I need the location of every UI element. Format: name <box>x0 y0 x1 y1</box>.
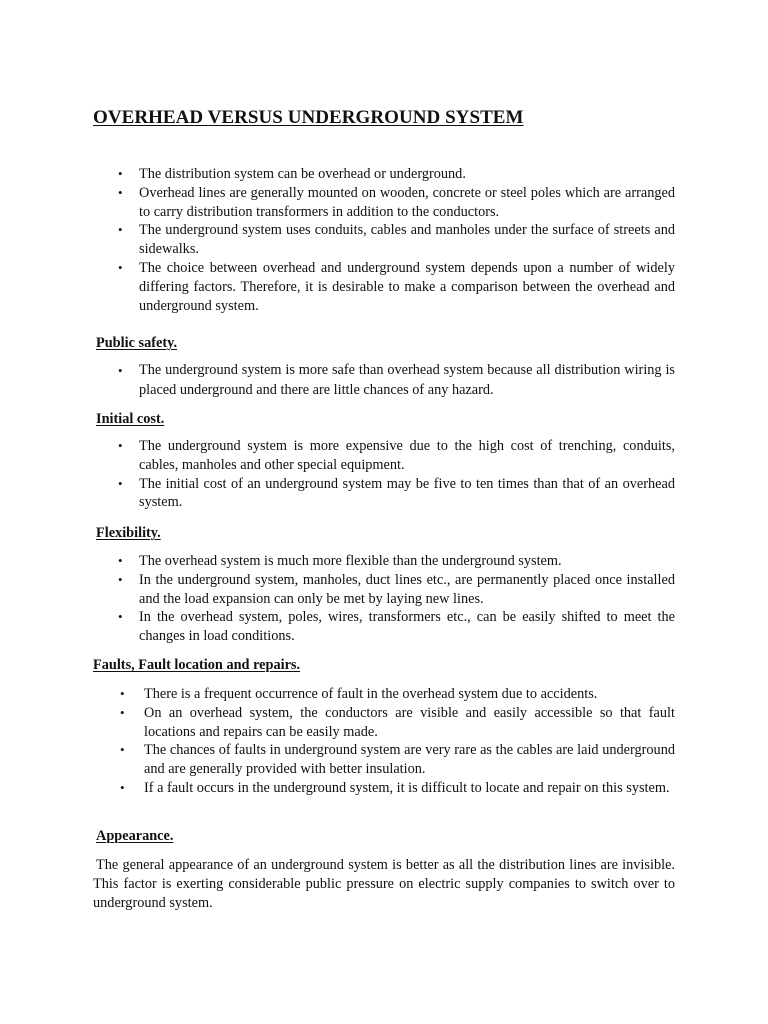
bullet-icon: • <box>118 475 123 491</box>
bullet-icon: • <box>118 184 123 200</box>
list-item: • Overhead lines are generally mounted on wooden, concrete or steel poles which are arranged to carry distribution transformers in addition to the conductors. <box>118 184 675 220</box>
section-heading-appearance: Appearance. <box>96 828 174 844</box>
list-item: • The choice between overhead and underground system depends upon a number of widely differing factors. Therefore, it is desirable to make a comparison between the overhead and underground system. <box>118 259 675 314</box>
list-item: • The underground system is more expensive due to the high cost of trenching, conduits, cables, manholes and other special equipment. <box>118 438 675 473</box>
list-item: • The overhead system is much more flexible than the underground system. <box>118 553 562 569</box>
bullet-icon: • <box>118 166 123 181</box>
list-item: • The underground system is more safe than overhead system because all distribution wiring is placed underground and there are little chances of any hazard. <box>118 362 675 398</box>
bullet-icon: • <box>118 259 123 275</box>
list-item: • On an overhead system, the conductors are visible and easily accessible so that fault locations and repairs can be easily made. <box>120 704 675 740</box>
appearance-paragraph: The general appearance of an underground system is better as all the distribution lines are invisible. This factor is exerting considerable public pressure on electric supply companies to switch over to underground system. <box>93 857 675 912</box>
bullet-icon: • <box>120 742 125 758</box>
bullet-icon: • <box>118 363 123 378</box>
section-heading-initial-cost: Initial cost. <box>96 411 165 427</box>
bullet-icon: • <box>120 686 125 701</box>
list-item: • The distribution system can be overhead or underground. <box>118 166 466 182</box>
list-item: • If a fault occurs in the underground system, it is difficult to locate and repair on this system. <box>120 779 670 796</box>
bullet-icon: • <box>118 609 123 625</box>
list-item: • There is a frequent occurrence of fault in the overhead system due to accidents. <box>120 686 598 702</box>
intro-list <box>0 165 675 315</box>
flexibility-list <box>0 552 675 646</box>
bullet-icon: • <box>118 553 123 568</box>
list-item: • The initial cost of an underground system may be five to ten times than that of an overhead system. <box>118 475 675 511</box>
faults-list <box>0 685 675 798</box>
public-safety-list <box>0 361 675 400</box>
list-item: • The underground system uses conduits, cables and manholes under the surface of streets and sidewalks. <box>118 222 675 258</box>
bullet-icon: • <box>118 222 123 238</box>
list-item: • In the underground system, manholes, duct lines etc., are permanently placed once installed and the load expansion can only be met by laying new lines. <box>118 571 675 607</box>
list-item: • In the overhead system, poles, wires, transformers etc., can be easily shifted to meet the changes in load conditions. <box>118 609 675 645</box>
bullet-icon: • <box>118 438 123 453</box>
document-title: OVERHEAD VERSUS UNDERGROUND SYSTEM <box>93 107 524 128</box>
list-item: • The chances of faults in underground system are very rare as the cables are laid underground and are generally provided with better insulation. <box>120 742 675 778</box>
section-heading-faults: Faults, Fault location and repairs. <box>93 657 301 673</box>
bullet-icon: • <box>120 779 125 795</box>
bullet-icon: • <box>118 571 123 587</box>
section-heading-flexibility: Flexibility. <box>96 525 161 541</box>
initial-cost-list <box>0 437 675 512</box>
section-heading-public-safety: Public safety. <box>96 335 178 351</box>
bullet-icon: • <box>120 704 125 720</box>
